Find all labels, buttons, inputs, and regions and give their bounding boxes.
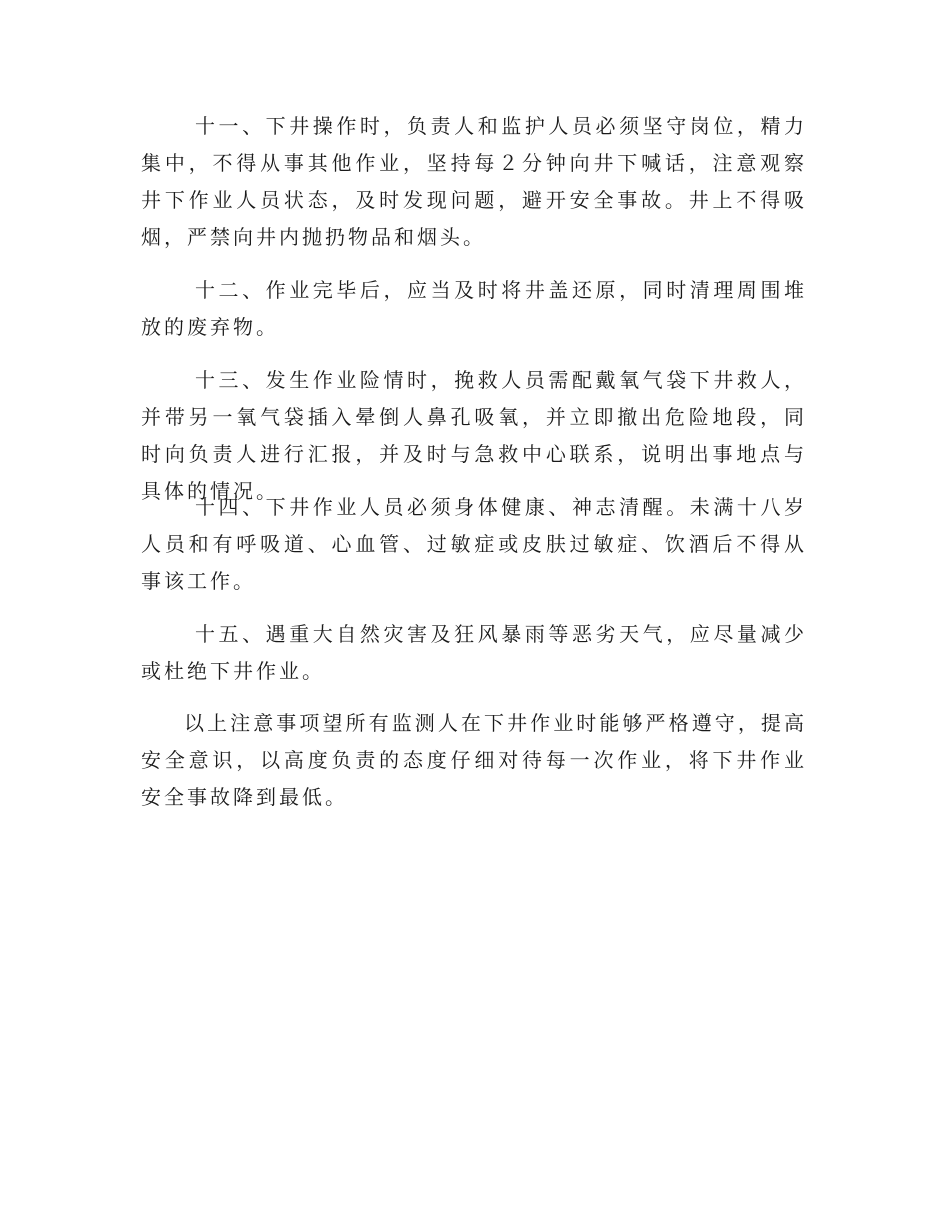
paragraph-item-11: 十一、下井操作时，负责人和监护人员必须坚守岗位，精力集中，不得从事其他作业，坚持每２分钟向井下喊话，注意观察井下作业人员状态，及时发现问题，避开安全事故。井上不得吸烟，严禁向井内抛扔物品和烟头。 <box>141 114 807 249</box>
paragraph-item-15: 十五、遇重大自然灾害及狂风暴雨等恶劣天气，应尽量减少或杜绝下井作业。 <box>141 622 807 683</box>
paragraph-item-12: 十二、作业完毕后，应当及时将井盖还原，同时清理周围堆放的废弃物。 <box>141 278 807 339</box>
paragraph-item-14: 十四、下井作业人员必须身体健康、神志清醒。未满十八岁人员和有呼吸道、心血管、过敏症或皮肤过敏症、饮酒后不得从事该工作。 <box>141 495 807 593</box>
closing-paragraph: 以上注意事项望所有监测人在下井作业时能够严格遵守，提高安全意识，以高度负责的态度仔细对待每一次作业，将下井作业安全事故降到最低。 <box>141 711 807 809</box>
paragraph-item-13: 十三、发生作业险情时，挽救人员需配戴氧气袋下井救人，并带另一氧气袋插入晕倒人鼻孔吸氧，并立即撤出危险地段，同时向负责人进行汇报，并及时与急救中心联系，说明出事地点与具体的情况。 <box>141 368 807 503</box>
